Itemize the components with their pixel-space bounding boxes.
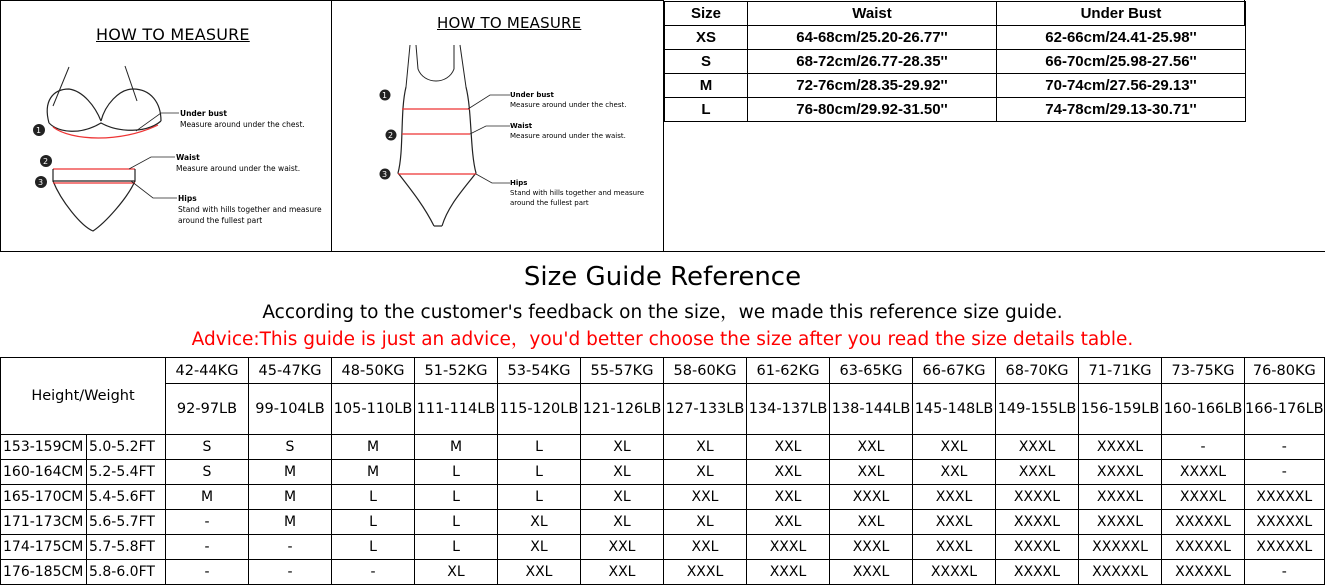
size-cell: XXL — [747, 485, 830, 510]
weight-kg-header: 68-70KG — [996, 358, 1079, 384]
table-row — [1, 485, 1325, 510]
size-table-cell: 74-78cm/29.13-30.71'' — [997, 98, 1246, 122]
size-cell: S — [249, 435, 332, 460]
guide-title: Size Guide Reference — [523, 262, 802, 292]
size-cell: M — [249, 485, 332, 510]
height-cm-cell: 165-170CM — [1, 485, 87, 510]
waist-text: Measure around under the waist. — [510, 132, 626, 140]
size-cell: XXXXL — [996, 560, 1079, 585]
divider — [1244, 0, 1245, 25]
panel2-title: HOW TO MEASURE — [437, 14, 582, 32]
size-cell: XL — [415, 560, 498, 585]
height-ft-cell: 5.7-5.8FT — [87, 535, 166, 560]
height-cm-cell: 171-173CM — [1, 510, 87, 535]
size-cell: XXXXXL — [1162, 560, 1245, 585]
size-table-header: Waist — [748, 2, 997, 26]
size-cell: M — [249, 460, 332, 485]
weight-kg-header: 63-65KG — [830, 358, 913, 384]
underbust-note — [510, 90, 626, 110]
size-cell: XXXL — [913, 485, 996, 510]
size-cell: M — [332, 460, 415, 485]
weight-lb-header: 105-110LB — [332, 384, 415, 435]
size-cell: L — [415, 510, 498, 535]
size-cell: - — [166, 560, 249, 585]
table-row — [665, 26, 1246, 50]
weight-kg-header: 58-60KG — [664, 358, 747, 384]
size-cell: XXXXXL — [1162, 535, 1245, 560]
size-cell: M — [332, 435, 415, 460]
table-row — [665, 74, 1246, 98]
table-row — [665, 98, 1246, 122]
underbust-text: Measure around under the chest. — [180, 120, 305, 129]
waist-title: Waist — [510, 122, 533, 130]
size-table-cell: 62-66cm/24.41-25.98'' — [997, 26, 1246, 50]
waist-text: Measure around under the waist. — [176, 164, 301, 173]
hips-text-1: Stand with hills together and measure — [178, 205, 322, 214]
size-cell: XXXL — [830, 485, 913, 510]
size-cell: - — [1245, 435, 1325, 460]
waist-note — [510, 121, 626, 141]
weight-lb-header: 166-176LB — [1245, 384, 1325, 435]
weight-kg-header: 61-62KG — [747, 358, 830, 384]
size-cell: - — [1162, 435, 1245, 460]
weight-kg-header: 51-52KG — [415, 358, 498, 384]
size-cell: XXL — [830, 460, 913, 485]
size-cell: L — [498, 435, 581, 460]
size-cell: - — [166, 535, 249, 560]
weight-lb-header: 138-144LB — [830, 384, 913, 435]
hips-note — [178, 193, 322, 226]
size-cell: XXXXXL — [1079, 535, 1162, 560]
size-cell: XXXL — [913, 535, 996, 560]
weight-lb-row — [1, 384, 1325, 435]
size-cell: XXXL — [747, 535, 830, 560]
hips-title: Hips — [178, 194, 197, 203]
onepiece-measure-panel — [331, 0, 664, 252]
size-cell: XXL — [830, 510, 913, 535]
size-table-cell: S — [665, 50, 748, 74]
size-cell: M — [249, 510, 332, 535]
size-cell: XXXXL — [913, 560, 996, 585]
size-cell: XXXXXL — [1245, 510, 1325, 535]
weight-kg-header: 76-80KG — [1245, 358, 1325, 384]
size-cell: XXXL — [830, 535, 913, 560]
size-cell: L — [332, 535, 415, 560]
size-cell: L — [498, 460, 581, 485]
height-ft-cell: 5.4-5.6FT — [87, 485, 166, 510]
size-cell: S — [166, 435, 249, 460]
weight-lb-header: 127-133LB — [664, 384, 747, 435]
table-row — [1, 535, 1325, 560]
weight-kg-header: 55-57KG — [581, 358, 664, 384]
size-table-header: Size — [665, 2, 748, 26]
size-cell: XXXXL — [996, 485, 1079, 510]
weight-kg-header: 66-67KG — [913, 358, 996, 384]
size-cell: XXXXL — [1079, 460, 1162, 485]
size-cell: XL — [581, 510, 664, 535]
height-cm-cell: 176-185CM — [1, 560, 87, 585]
size-cell: XXL — [664, 535, 747, 560]
table-row — [1, 510, 1325, 535]
size-cell: XXL — [747, 435, 830, 460]
size-cell: XXXL — [747, 560, 830, 585]
size-cell: XXXXL — [1079, 435, 1162, 460]
divider — [0, 251, 1325, 252]
size-cell: L — [415, 535, 498, 560]
size-cell: XXL — [830, 435, 913, 460]
size-cell: XL — [498, 535, 581, 560]
size-cell: XL — [581, 460, 664, 485]
size-table-cell: M — [665, 74, 748, 98]
waist-title: Waist — [176, 153, 200, 162]
size-table-cell: 66-70cm/25.98-27.56'' — [997, 50, 1246, 74]
size-cell: XXXXXL — [1162, 510, 1245, 535]
weight-kg-header: 73-75KG — [1162, 358, 1245, 384]
size-table-cell: 68-72cm/26.77-28.35'' — [748, 50, 997, 74]
size-cell: XXL — [664, 485, 747, 510]
size-cell: XXL — [581, 535, 664, 560]
hips-note — [510, 178, 644, 208]
size-cell: XXXL — [996, 460, 1079, 485]
size-cell: XXXXL — [1162, 460, 1245, 485]
height-ft-cell: 5.6-5.7FT — [87, 510, 166, 535]
weight-kg-header: 42-44KG — [166, 358, 249, 384]
height-ft-cell: 5.2-5.4FT — [87, 460, 166, 485]
size-cell: XXL — [747, 460, 830, 485]
height-cm-cell: 160-164CM — [1, 460, 87, 485]
size-table-cell: 70-74cm/27.56-29.13'' — [997, 74, 1246, 98]
size-cell: XL — [581, 435, 664, 460]
size-cell: XXXXXL — [1245, 535, 1325, 560]
weight-kg-header: 71-71KG — [1079, 358, 1162, 384]
size-table-cell: L — [665, 98, 748, 122]
size-table-header-row — [665, 2, 1246, 26]
table-row — [1, 560, 1325, 585]
size-cell: M — [166, 485, 249, 510]
size-chart-table — [664, 1, 1246, 122]
weight-lb-header: 99-104LB — [249, 384, 332, 435]
corner-label: Height/Weight — [1, 358, 166, 435]
hips-text-2: around the fullest part — [510, 199, 589, 207]
weight-kg-row — [1, 358, 1325, 384]
marker-2: 2 — [43, 157, 49, 166]
weight-kg-header: 53-54KG — [498, 358, 581, 384]
size-cell: L — [415, 485, 498, 510]
weight-lb-header: 145-148LB — [913, 384, 996, 435]
size-cell: XXXL — [830, 560, 913, 585]
bikini-measure-panel — [0, 0, 332, 252]
weight-lb-header: 121-126LB — [581, 384, 664, 435]
weight-kg-header: 48-50KG — [332, 358, 415, 384]
size-table-cell: XS — [665, 26, 748, 50]
size-cell: XL — [664, 460, 747, 485]
hips-text-2: around the fullest part — [178, 216, 263, 225]
size-cell: L — [332, 510, 415, 535]
size-table-header: Under Bust — [997, 2, 1246, 26]
weight-lb-header: 134-137LB — [747, 384, 830, 435]
weight-lb-header: 156-159LB — [1079, 384, 1162, 435]
guide-subtitle: According to the customer's feedback on the size，we made this reference size guide. — [262, 302, 1063, 323]
marker-1: 1 — [36, 126, 42, 135]
weight-lb-header: 160-166LB — [1162, 384, 1245, 435]
size-cell: XXXL — [996, 435, 1079, 460]
size-cell: XXXL — [913, 510, 996, 535]
height-cm-cell: 174-175CM — [1, 535, 87, 560]
marker-2: 2 — [388, 131, 394, 140]
marker-1: 1 — [382, 91, 388, 100]
size-cell: - — [166, 510, 249, 535]
marker-3: 3 — [38, 178, 44, 187]
height-ft-cell: 5.8-6.0FT — [87, 560, 166, 585]
size-cell: XXXXXL — [1245, 485, 1325, 510]
size-cell: XXL — [498, 560, 581, 585]
size-cell: L — [498, 485, 581, 510]
size-cell: L — [332, 485, 415, 510]
size-cell: XXL — [747, 510, 830, 535]
marker-3: 3 — [382, 170, 388, 179]
waist-note — [176, 152, 300, 174]
size-cell: XXXXL — [996, 535, 1079, 560]
size-cell: - — [1245, 560, 1325, 585]
size-cell: - — [249, 535, 332, 560]
size-cell: S — [166, 460, 249, 485]
size-table-cell: 64-68cm/25.20-26.77'' — [748, 26, 997, 50]
weight-lb-header: 115-120LB — [498, 384, 581, 435]
size-cell: XXXXXL — [1079, 560, 1162, 585]
size-cell: M — [415, 435, 498, 460]
table-row — [1, 435, 1325, 460]
reference-size-table — [0, 357, 1325, 585]
hips-title: Hips — [510, 179, 528, 187]
underbust-text: Measure around under the chest. — [510, 101, 627, 109]
table-row — [665, 50, 1246, 74]
size-table-cell: 76-80cm/29.92-31.50'' — [748, 98, 997, 122]
size-cell: XL — [581, 485, 664, 510]
weight-lb-header: 149-155LB — [996, 384, 1079, 435]
size-cell: XXXXL — [1162, 485, 1245, 510]
size-cell: XXL — [913, 460, 996, 485]
size-cell: XXL — [581, 560, 664, 585]
underbust-title: Under bust — [510, 91, 554, 99]
size-cell: XXL — [913, 435, 996, 460]
size-cell: XL — [498, 510, 581, 535]
table-row — [1, 460, 1325, 485]
size-table-cell: 72-76cm/28.35-29.92'' — [748, 74, 997, 98]
guide-advice: Advice:This guide is just an advice，you'd better choose the size after you read the size details table. — [191, 329, 1134, 350]
height-cm-cell: 153-159CM — [1, 435, 87, 460]
size-cell: XL — [664, 510, 747, 535]
size-cell: XL — [664, 435, 747, 460]
weight-lb-header: 92-97LB — [166, 384, 249, 435]
size-cell: - — [249, 560, 332, 585]
size-cell: XXXXL — [996, 510, 1079, 535]
size-cell: - — [1245, 460, 1325, 485]
size-cell: XXXXL — [1079, 510, 1162, 535]
size-cell: L — [415, 460, 498, 485]
panel1-title: HOW TO MEASURE — [96, 25, 250, 44]
weight-lb-header: 111-114LB — [415, 384, 498, 435]
underbust-title: Under bust — [180, 109, 227, 118]
height-ft-cell: 5.0-5.2FT — [87, 435, 166, 460]
hips-text-1: Stand with hills together and measure — [510, 189, 645, 197]
size-cell: XXXL — [664, 560, 747, 585]
size-cell: - — [332, 560, 415, 585]
underbust-note — [180, 108, 305, 130]
weight-kg-header: 45-47KG — [249, 358, 332, 384]
size-cell: XXXXL — [1079, 485, 1162, 510]
